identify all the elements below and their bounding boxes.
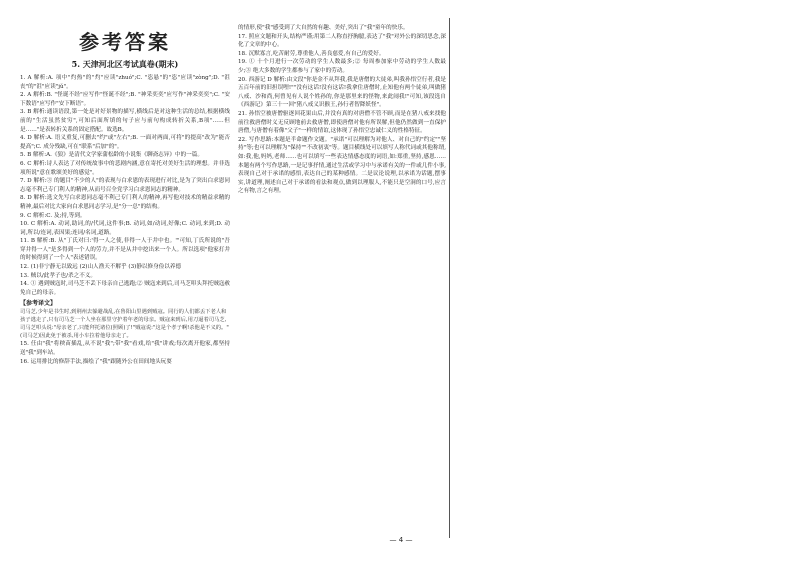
page-number: — 4 — <box>389 536 413 544</box>
answer-item: 8. D 解析:选文先写白求恩同志毫不利己专门利人的精神,再写他对技术的精益求精的精神,最后对比大家向白求恩同志学习,是"分一总"的结构。 <box>20 195 230 210</box>
answer-item: 19. ① 十个月进行一次劳动的学生人数最多;② 每周参加家中劳动的学生人数最少;③ 绝大多数的学生都参与了家中的劳动。 <box>238 59 446 74</box>
answer-item: 9. C 解析:C. 及;持,等到。 <box>20 212 86 219</box>
answer-item: 5. B 解析:A.《狼》是清代文学家蒲松龄的小说集《聊斋志异》中的一篇。 <box>20 152 203 159</box>
answer-item: 6. C 解析:诗人表达了对传统故事中的悲剧内涵,意在寄托对美好生活的理想。并非选项所说"意在歌颂美好的感觉"。 <box>20 160 230 176</box>
answer-item: 16. 运用排比的修辞手法,描绘了"我"跟随外公在田间地头玩耍 <box>20 358 172 365</box>
answer-item: 3. B 解析:通读语段,第一处是对好景物的描写,横线后是对这种生活的总结,根据横线前的"生活虽然贫穷",可知后面所填的句子应与前句构成转折关系,B项"……但是……"是表转折关系的固定搭配。故选B。 <box>20 109 230 133</box>
answer-item: 18. 沉默寡言,吃苦耐劳,尊重他人,善良慈爱,有自己的爱好。 <box>238 50 385 57</box>
section-title: 5. 天津河北区考试真卷(期末) <box>71 59 179 69</box>
answer-list-continued <box>20 340 230 366</box>
answer-item: 22. 写作思路:本题是半命题作文题。"承诺"可以理解为对他人、对自己的"约定""坚持"等;也可以理解为"保持""不改初衷"等。题目横线处可以填写人称代词或其他称谓,如:我,他,妈妈,老师……也可以填写一些表达情感态度的词语,如:郑重,坚持,感恩……本题有两个写作思路,一是记事抒情,通过生活或学习中与承诺有关的一件或几件小事,表现自己对于承诺的感悟,表达自己的某种感情。二是议论说理,以承诺为话题,摆事实,讲道理,阐述自己对于承诺的看法和观点,做到以理服人,不能只是空洞的口号,应言之有物,言之有理。 <box>238 136 446 195</box>
answer-item: 14. ① 遇到贼寇时,司马芝不丢下母亲自己逃跑;② 贼寇来到后,司马芝叩头拜托贼寇赦免自己的母亲。 <box>20 281 230 296</box>
left-column <box>20 24 230 366</box>
reference-translation-heading: 【参考译文】 <box>20 300 57 308</box>
answer-item: 1. A 解析:A. 项中"灼热"的"灼"应读"zhuó";C. "恣悬"的"恣"应读"zòng";D. "沮丧"的"沮"应读"jǔ"。 <box>20 75 230 90</box>
answer-item: 17. 照应文题和开头,结构严谨;用第二人称直抒胸臆,表达了"我"对外公的深切思念,深化了文章的中心。 <box>238 33 446 49</box>
answer-item: 20. 西游记 D 解析:由文段"你是金不从拜我,我是唐僧的大徒弟,叫我孙悟空行者,我是五百年前的旧担误哩!""没有这话!没有这话!我拿住唐僧时,止知他有两个徒弟,叫做猪八戒、沙和尚,何曾见有人说个姓孙的,你是那里来的怪物,来此闹我!"可知,该段选自《西游记》第三十一回"猪八戒义识猴王,孙行者智降妖怪"。 <box>238 76 446 109</box>
answer-item: 4. D 解析:A. 语义重复,可删去"约"或"左右";B. 一面对两面,可将"的提高"改为"能否提高";C. 成分残缺,可在"联系"后加"的"。 <box>20 135 230 150</box>
answer-item: 21. 孙悟空被唐僧驱逐回花果山后,并没有真的对唐僧不管不顾,而是在猪八戒来找他前往救唐僧时义无反顾地前去救唐僧,即使唐僧对他有所误解,但他仍然做到一直保护唐僧,与唐僧有着像"父子"一样的情谊,这体现了孙悟空忠诚仁义的性格特征。 <box>238 110 446 135</box>
reference-translation-body: 司马芝,少年是书生时,到荆州去躲避战乱,在鲁阳山里遇到贼寇。同行的人们都丢下老人和孩子逃走了,只有司马芝一个人坐在那里守护着年老的母亲。贼寇来到后,用刀逼着司马芝,司马芝叩头说:"母亲老了,只能拜托诸位(照顾)了!"贼寇说:"这是个孝子啊!杀他是不义的。"(司马芝)因此免于被杀,用小车拉着他母亲走了。 <box>20 309 229 340</box>
answer-item: 15. 任由"我"将秧苗插乱,从不说"我";带"我"看戏,给"我"讲戏;每次离开他家,都坚持送"我"到车站。 <box>20 341 230 357</box>
answer-item: 7. D 解析:③ 的题目"不少的人"的表现与白求恩的表现进行对比,是为了突出白求恩同志毫不利己专门利人的精神,从而号召全党学习白求恩同志的精神。 <box>20 178 230 193</box>
answer-item: 11. B 解析:B. 从"丁氏对曰:'得一人之使,非得一人于井中也。'"可知,丁氏所说的"吾穿井得一人"是多得到一个人的劳力,并不是从井中挖出来一个人。所以选项"他家打井的时候得到了一个人"表述错误。 <box>20 238 230 262</box>
answer-item: 12. (1)非宁静无以致远 (2)山人渔天不解乎 (3)静以修身俭以养德 <box>20 264 182 271</box>
answer-item: 13. 贼以/此孝子也/杀之不义。 <box>20 272 96 279</box>
answer-item: 10. C 解析:A. 动词,助词,的/代词,这件事;B. 动词,如/动词,好像;C. 动词,来到;D. 动词,所以/连词,表因果;连词/名词,道路。 <box>20 221 230 236</box>
column-divider <box>449 18 450 538</box>
answer-item: 2. A 解析:B. "怪诞不经"应写作"怪诞不经";B. "神采奕奕"应写作"神采奕奕";C. "安下数语"应写作"安下断语"。 <box>20 92 230 107</box>
answer-list <box>20 74 230 297</box>
page-title: 参考答案 <box>79 30 171 54</box>
answer-item: 的情形,使"我"感受到了大自然的有趣、美好,突出了"我"童年的快乐。 <box>238 25 409 31</box>
middle-column <box>238 24 446 196</box>
answer-list-middle <box>238 24 446 196</box>
